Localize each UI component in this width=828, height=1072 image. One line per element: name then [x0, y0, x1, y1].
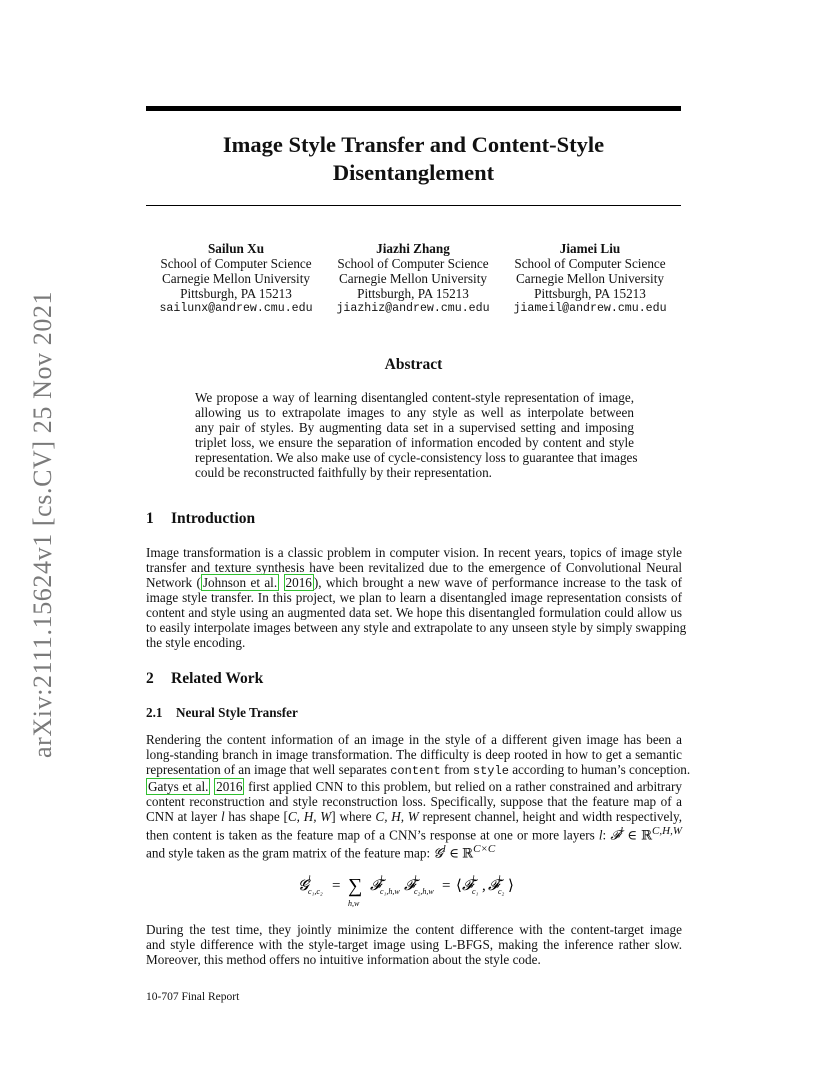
neural-style-transfer-paragraph: [146, 732, 691, 861]
svg-text:c₂: c₂: [498, 887, 505, 896]
citation-author: Johnson et al.: [202, 575, 278, 590]
code-style: style: [472, 764, 509, 778]
section-heading-related-work: [146, 670, 263, 688]
abstract-body: [195, 390, 638, 480]
subsection-number: 2.1: [146, 705, 163, 720]
title-bottom-rule: [146, 205, 681, 206]
svg-text:∑: ∑: [348, 875, 363, 897]
citation-year: 2016: [285, 575, 312, 590]
svg-text:𝓕: 𝓕: [462, 878, 474, 894]
author-jiamei-liu: [500, 241, 680, 316]
paragraph-line: transfer and texture synthesis have been revitalized due to the emergence of Convolutional Neural: [146, 560, 682, 575]
title-line-1: Image Style Transfer and Content-Style: [222, 132, 605, 157]
author-dept: School of Computer Science: [514, 256, 666, 271]
text-span: has shape: [228, 809, 280, 824]
svg-text:=: =: [332, 878, 341, 894]
paragraph-line: content reconstruction and style reconstruction loss. Specifically, suppose that the feature map of a: [146, 794, 682, 809]
author-email[interactable]: jiameil@andrew.cmu.edu: [513, 302, 667, 315]
paper-title: [146, 131, 681, 187]
subsection-title: Neural Style Transfer: [176, 705, 298, 720]
title-line-2: Disentanglement: [332, 160, 495, 185]
paragraph-line: then content is taken as the feature map of a CNN’s response at one or more layers l: 𝓕$^l$ ∈ ℝ$^{C,H,W}$: [146, 825, 682, 843]
paragraph-line: [146, 809, 682, 824]
abstract-line: triplet loss, we ensure the separation of information encoded by content and style: [195, 435, 634, 450]
paragraph-line: the style encoding.: [146, 635, 246, 650]
paragraph-line: Rendering the content information of an image in the style of a different given image has been a: [146, 732, 682, 747]
author-city: Pittsburgh, PA 15213: [180, 286, 292, 301]
author-sailun-xu: [146, 241, 326, 316]
author-email[interactable]: sailunx@andrew.cmu.edu: [159, 302, 313, 315]
author-univ: Carnegie Mellon University: [516, 271, 664, 286]
svg-text:𝓕: 𝓕: [488, 878, 500, 894]
text-span: CNN at layer: [146, 809, 218, 824]
abstract-line: could be reconstructed faithfully by their representation.: [195, 465, 492, 480]
math-dims: C, H, W: [375, 809, 419, 824]
text-span: Network (: [146, 575, 201, 590]
test-time-paragraph: [146, 922, 682, 967]
paragraph-line: Image transformation is a classic problem in computer vision. In recent years, topics of image style: [146, 545, 682, 560]
svg-text:l: l: [414, 874, 417, 884]
text-span: and style taken as the gram matrix of the feature map:: [146, 845, 431, 861]
section-title: Related Work: [171, 670, 264, 687]
svg-text:c₂,h,w: c₂,h,w: [414, 887, 434, 896]
text-span: from: [443, 762, 470, 777]
gram-matrix-equation: [296, 872, 536, 908]
svg-text:,: ,: [482, 878, 486, 894]
page-footer: 10-707 Final Report: [146, 991, 240, 1003]
citation-link-johnson[interactable]: [201, 574, 279, 591]
author-dept: School of Computer Science: [160, 256, 312, 271]
code-content: content: [390, 764, 441, 778]
svg-text:⟩: ⟩: [508, 878, 514, 894]
author-univ: Carnegie Mellon University: [339, 271, 487, 286]
svg-text:c₁,c₂: c₁,c₂: [308, 887, 323, 896]
author-jiazhi-zhang: [323, 241, 503, 316]
author-univ: Carnegie Mellon University: [162, 271, 310, 286]
math-shape: [C, H, W]: [283, 809, 336, 824]
svg-text:l: l: [498, 874, 501, 884]
citation-author: Gatys et al.: [148, 779, 209, 794]
svg-text:c₁,h,w: c₁,h,w: [380, 887, 400, 896]
paragraph-line: Moreover, this method offers no intuitive information about the style code.: [146, 952, 541, 967]
introduction-paragraph: [146, 545, 687, 650]
paragraph-line: and style taken as the gram matrix of the feature map: 𝓖$^l$ ∈ ℝ$^{C\times C}$: [146, 843, 496, 861]
paragraph-line: [146, 762, 691, 779]
paragraph-line: long-standing branch in image transformation. The difficulty is deep rooted in how to get a semantic: [146, 747, 682, 762]
paragraph-line: image style transfer. In this project, we plan to learn a disentangled image representation consists of: [146, 590, 682, 605]
abstract-line: representation. We also make use of cycle-consistency loss to guarantee that images: [195, 450, 638, 465]
section-heading-introduction: [146, 510, 255, 528]
svg-text:h,w: h,w: [348, 899, 360, 908]
citation-link-gatys-year[interactable]: [214, 778, 244, 795]
svg-text:c₁: c₁: [472, 887, 479, 896]
text-span: first applied CNN to this problem, but relied on a rather constrained and arbitrary: [248, 779, 683, 794]
math-symbol: l: [220, 809, 225, 824]
text-span: then content is taken as the feature map of a CNN’s response at one or more layers: [146, 827, 595, 843]
arxiv-stamp-text: arXiv:2111.15624v1 [cs.CV] 25 Nov 2021: [28, 290, 57, 758]
paragraph-line: and style difference with the style-target image using L-BFGS, making the inference rather slow.: [146, 937, 682, 952]
svg-text:l: l: [380, 874, 383, 884]
author-name: Jiazhi Zhang: [376, 241, 450, 256]
citation-year: 2016: [216, 779, 243, 794]
section-number: 1: [146, 510, 154, 527]
author-name: Sailun Xu: [207, 241, 265, 256]
section-number: 2: [146, 670, 154, 687]
abstract-line: allowing us to extrapolate images to any style as well as interpolate between: [195, 405, 634, 420]
author-city: Pittsburgh, PA 15213: [534, 286, 646, 301]
paragraph-line: to easily interpolate images between any style and extrapolate to any unseen style by simply swapping: [146, 620, 687, 635]
paragraph-line: [146, 575, 682, 590]
svg-text:𝓕: 𝓕: [404, 878, 416, 894]
text-span: representation of an image that well separates: [146, 762, 387, 777]
svg-text:⟨: ⟨: [456, 878, 462, 894]
text-span: where: [339, 809, 372, 824]
abstract-line: We propose a way of learning disentangled content-style representation of image,: [195, 390, 634, 405]
citation-link-johnson-year[interactable]: [284, 574, 314, 591]
author-dept: School of Computer Science: [337, 256, 489, 271]
paragraph-line: During the test time, they jointly minimize the content difference with the content-target image: [146, 922, 682, 937]
section-title: Introduction: [171, 510, 256, 527]
text-span: according to human’s conception.: [512, 762, 691, 777]
title-top-rule: [146, 106, 681, 111]
author-email[interactable]: jiazhiz@andrew.cmu.edu: [336, 302, 490, 315]
abstract-heading: Abstract: [384, 356, 443, 373]
paragraph-line: [146, 779, 682, 794]
paragraph-line: content and style using an augmented data set. We hope this disentangled formulation could allow us: [146, 605, 682, 620]
svg-text:l: l: [308, 874, 311, 884]
svg-text:𝓖: 𝓖: [298, 878, 309, 894]
subsection-heading-neural-style-transfer: [146, 705, 298, 721]
author-name: Jiamei Liu: [559, 241, 621, 256]
text-span: represent channel, height and width respectively,: [422, 809, 683, 824]
author-city: Pittsburgh, PA 15213: [357, 286, 469, 301]
citation-link-gatys[interactable]: [146, 778, 210, 795]
text-span: ), which brought a new wave of performance increase to the task of: [313, 575, 682, 590]
svg-text:=: =: [442, 878, 451, 894]
svg-text:l: l: [472, 874, 475, 884]
author-block: [146, 241, 681, 321]
abstract-line: any pair of styles. By augmenting data set in a supervised setting and imposing: [195, 420, 634, 435]
svg-text:𝓕: 𝓕: [370, 878, 382, 894]
arxiv-sidebar-stamp: [21, 280, 61, 760]
